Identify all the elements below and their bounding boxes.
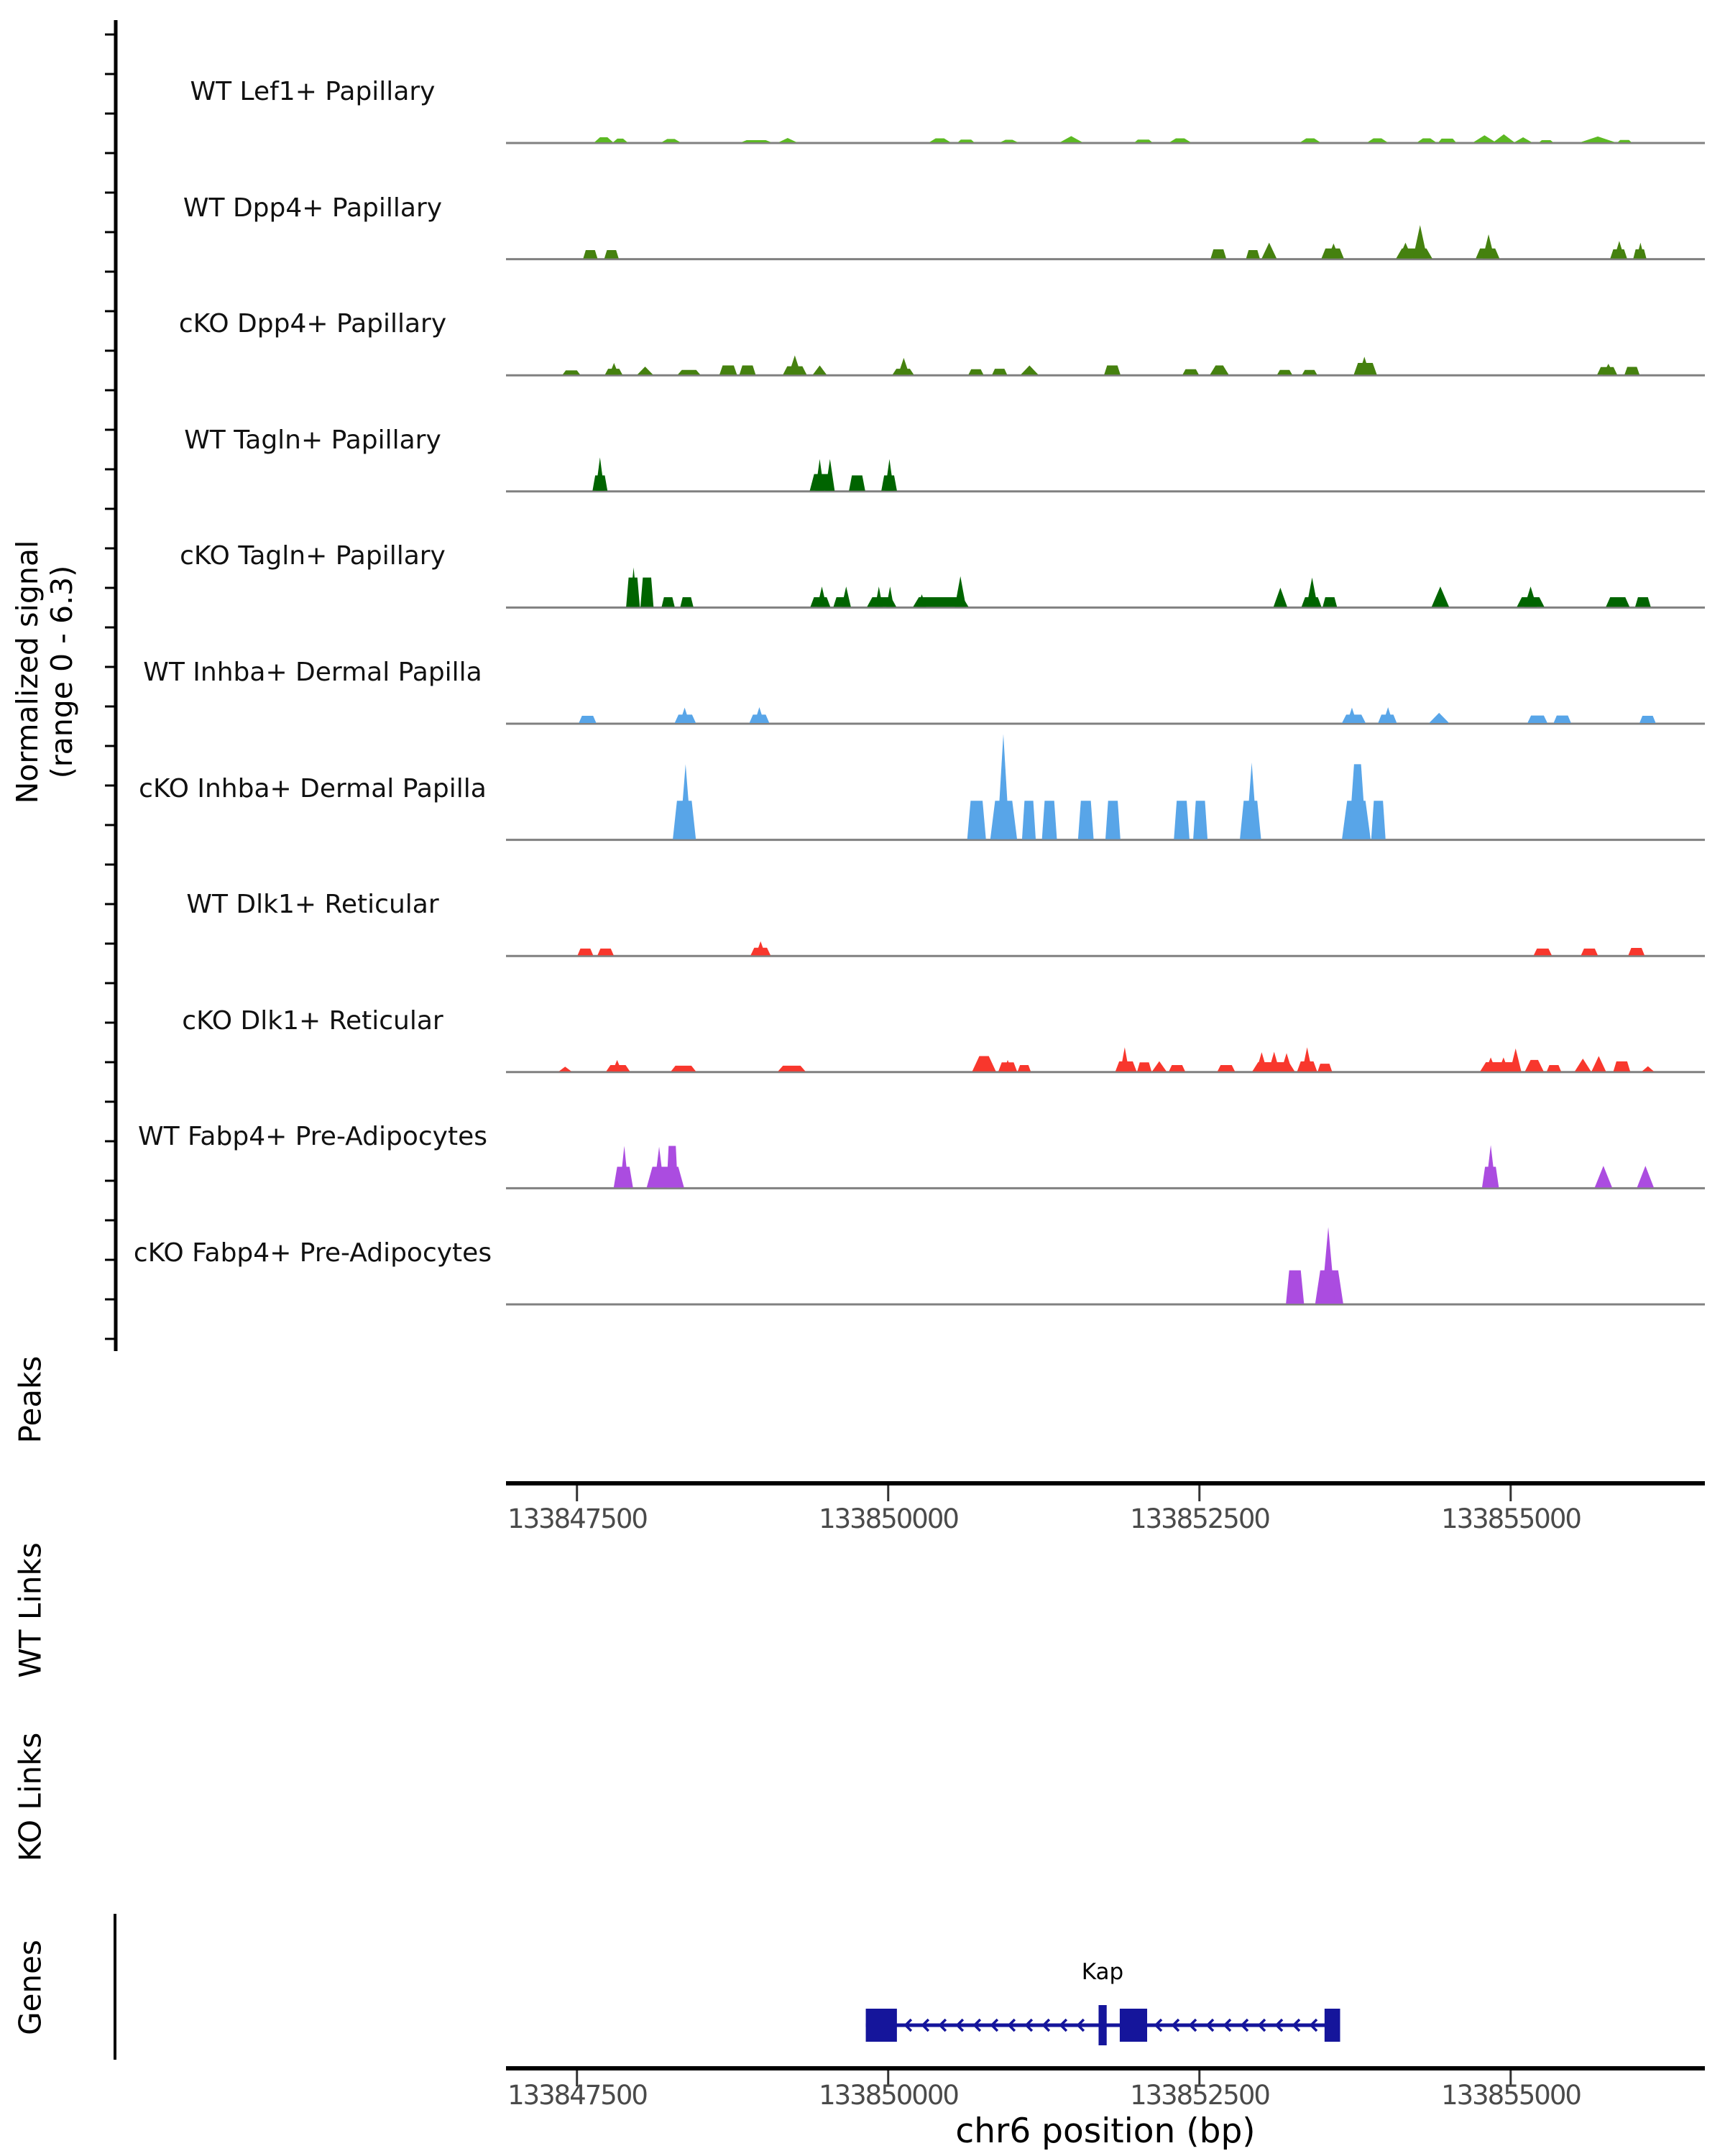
genome-axis-tick-133852500: 133852500 [1130,2080,1269,2111]
track-5-peak [1554,716,1571,723]
track-8-peak [559,1067,571,1071]
genome-axis-tick-133847500: 133847500 [507,2080,647,2111]
track-8-peak [1018,1065,1031,1072]
track-2-peak [898,358,910,374]
y-axis-label [10,313,79,1031]
track-8-peak [1137,1062,1151,1072]
track-0-peak [1169,138,1190,142]
track-label-cko-tagln-papillary: cKO Tagln+ Papillary [180,541,446,571]
gene-exon [1325,2009,1340,2042]
track-2-peak [1182,369,1199,374]
track-8-peak [1614,1061,1630,1072]
gene-exon [1120,2009,1147,2042]
peaks-axis-tick-133850000: 133850000 [819,1503,958,1534]
track-5-peak [579,716,596,723]
track-0-peak [613,139,627,142]
track-6-peak [1349,764,1366,839]
track-4-peak [842,586,851,607]
track-6-peak [997,734,1009,839]
track-6-peak [967,801,986,839]
track-8-peak [1269,1051,1280,1071]
track-6-signal [506,734,1705,840]
gene-exon [1098,2005,1106,2045]
track-4-peak [954,576,966,607]
track-1-peak [1483,234,1494,259]
track-3-peak [885,459,893,491]
track-label-wt-fabp4-pre-adipocytes: WT Fabp4+ Pre-Adipocytes [138,1122,487,1151]
track-4-peak [886,586,893,607]
track-0-peak [778,138,796,142]
track-0-peak [594,137,613,142]
track-3-peak [849,475,865,490]
track-2-peak [813,365,827,374]
track-4-peak [1606,597,1629,607]
track-3-peak [596,457,604,490]
track-6-peak [1022,801,1036,839]
track-8-signal [506,1047,1705,1072]
track-6-peak [1174,801,1190,839]
x-axis-label: chr6 position (bp) [955,2111,1256,2151]
track-0-peak [1300,138,1320,142]
track-4-peak [1524,586,1537,607]
peaks-axis-tick-133855000: 133855000 [1441,1503,1581,1534]
track-2-signal [506,356,1705,376]
track-2-peak [740,365,756,374]
track-9-signal [506,1145,1705,1188]
track-0-peak [1368,138,1388,142]
track-1-peak [1210,249,1226,259]
track-9-peak [666,1146,678,1187]
track-8-peak [1169,1065,1185,1072]
track-0-peak [1581,137,1615,142]
peaks-axis [506,1483,1705,1501]
track-8-peak [1256,1052,1268,1072]
track-label-wt-dlk1-reticular: WT Dlk1+ Reticular [186,890,439,919]
track-6-peak [1105,801,1121,839]
track-10-signal [506,1227,1705,1304]
peaks-axis-tick-133852500: 133852500 [1130,1503,1269,1534]
section-label-genes: Genes [12,1940,48,2035]
track-2-peak [1021,365,1038,374]
track-label-wt-dpp4-papillary: WT Dpp4+ Papillary [183,193,443,223]
track-9-peak [1486,1145,1496,1187]
section-label-ko-links: KO Links [12,1732,48,1862]
track-8-peak [1642,1067,1654,1072]
track-4-peak [1432,586,1449,607]
track-0-peak [1618,140,1632,142]
track-5-signal [506,707,1705,724]
genome-axis-tick-133850000: 133850000 [819,2080,958,2111]
track-1-peak [1246,250,1260,259]
track-2-peak [788,356,801,375]
track-label-wt-lef1-papillary: WT Lef1+ Papillary [190,77,436,106]
track-7-peak [1628,948,1644,955]
track-2-peak [968,369,983,374]
track-4-peak [640,578,653,607]
track-0-peak [741,140,771,142]
track-4-peak [817,586,827,607]
track-8-peak [1121,1047,1129,1072]
track-6-peak [1042,801,1057,839]
track-0-peak [958,139,975,142]
track-0-peak [1438,139,1455,142]
track-8-peak [1547,1065,1561,1072]
track-8-peak [1525,1060,1544,1072]
track-6-peak [1078,801,1094,839]
track-5-peak [1429,713,1449,723]
track-0-peak [1417,138,1436,142]
track-2-peak [1104,365,1121,374]
section-label-wt-links: WT Links [12,1542,48,1678]
track-4-signal [506,567,1705,607]
track-0-peak [1540,140,1553,142]
track-0-peak [1135,139,1152,142]
track-1-peak [583,250,597,259]
track-8-peak [1317,1064,1332,1072]
track-5-peak [1527,716,1547,723]
track-8-peak [972,1056,996,1071]
track-8-peak [1302,1047,1312,1072]
track-4-peak [662,597,675,607]
track-0-peak [1000,140,1018,142]
track-10-peak [1322,1227,1335,1304]
track-2-peak [1210,365,1228,374]
track-5-peak [1639,716,1656,723]
track-label-cko-inhba-dermal-papilla: cKO Inhba+ Dermal Papilla [139,774,487,803]
track-label-wt-tagln-papillary: WT Tagln+ Papillary [184,425,441,455]
track-9-peak [1595,1166,1612,1187]
track-7-peak [1581,949,1598,955]
track-0-peak [1514,137,1532,142]
genome-axis-tick-133855000: 133855000 [1441,2080,1581,2111]
track-0-peak [1494,134,1514,142]
track-7-peak [578,949,594,955]
track-1-peak [1413,225,1427,258]
track-7-peak [597,949,614,955]
track-9-peak [647,1166,684,1187]
track-label-cko-fabp4-pre-adipocytes: cKO Fabp4+ Pre-Adipocytes [133,1238,492,1268]
track-0-peak [1473,135,1496,142]
track-8-peak [671,1066,696,1072]
track-0-peak [929,138,950,142]
track-9-peak [1637,1166,1654,1187]
track-8-peak [1575,1059,1591,1072]
track-2-peak [719,365,737,374]
track-4-peak [1635,597,1651,607]
track-7-signal [506,941,1705,956]
track-2-peak [638,367,653,374]
track-4-peak [1322,597,1337,607]
track-1-peak [604,250,619,259]
y-axis-label-line2: (range 0 - 6.3) [45,565,79,779]
gene-exon [866,2009,897,2042]
track-1-peak [1261,243,1276,259]
peaks-axis-tick-133847500: 133847500 [507,1503,647,1534]
track-6-peak [1193,801,1208,839]
track-8-peak [1152,1061,1167,1072]
track-label-cko-dlk1-reticular: cKO Dlk1+ Reticular [182,1006,443,1036]
section-label-peaks: Peaks [12,1355,48,1444]
track-6-peak [1371,801,1386,839]
track-7-peak [1534,949,1552,955]
gene-name-kap: Kap [1081,1959,1124,1985]
track-2-peak [1277,370,1292,374]
track-2-peak [1624,367,1639,375]
track-0-signal [506,134,1705,143]
track-8-peak [1591,1056,1606,1071]
track-8-peak [778,1066,805,1072]
track-0-peak [662,139,681,142]
track-10-peak [1286,1271,1304,1304]
gene-model-kap [866,2005,1340,2045]
track-4-peak [1274,588,1287,607]
track-2-peak [1302,370,1317,374]
track-4-peak [680,597,693,607]
track-4-peak [875,586,883,607]
track-4-peak [1307,578,1318,607]
y-axis-label-line1: Normalized signal [10,540,45,804]
track-2-peak [992,369,1007,374]
track-0-peak [1060,136,1082,142]
track-2-peak [678,370,700,374]
track-label-wt-inhba-dermal-papilla: WT Inhba+ Dermal Papilla [143,658,482,687]
track-3-signal [506,457,1705,491]
track-8-peak [1218,1065,1235,1072]
track-8-peak [1510,1049,1522,1072]
track-2-peak [563,370,580,374]
track-1-signal [506,225,1705,259]
track-label-cko-dpp4-papillary: cKO Dpp4+ Papillary [178,309,447,338]
